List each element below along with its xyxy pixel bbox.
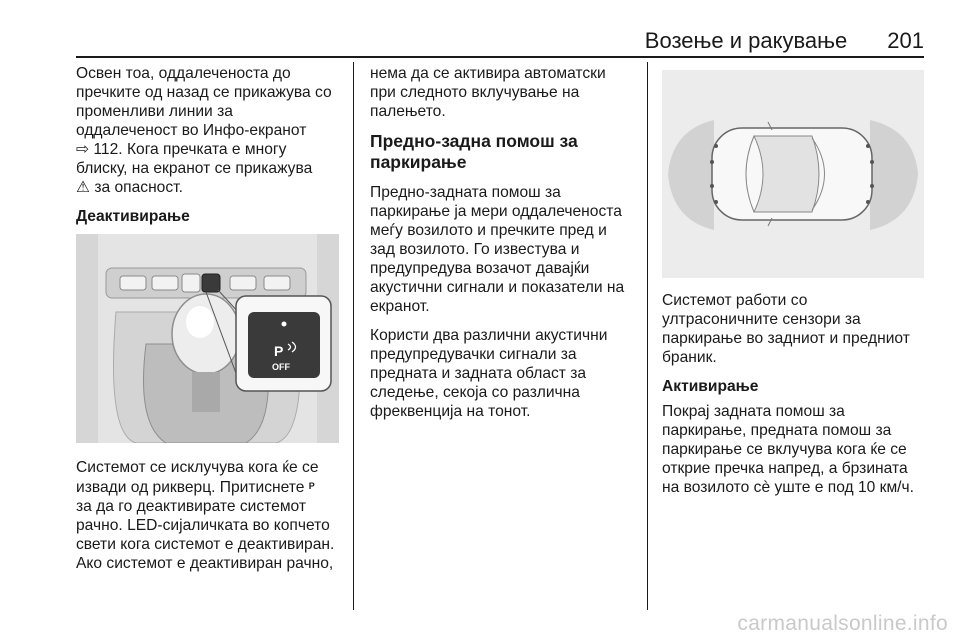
paragraph-description: Предно-задната помош за паркирање ја мери оддалеченоста меѓу возилото и пречките пред и зад возилото. Го известува и предупредува возачот давајќи акустични сигнали и показатели на екранот. [370,184,625,315]
paragraph-acoustic-signals: Користи два различни акустични предупредувачки сигнали за предната и задната област за следење, секоја со различна фреквенција на тонот. [370,327,608,420]
button-label-off: OFF [272,362,290,372]
column-divider-1 [353,62,354,610]
park-assist-button-icon: P [308,481,315,491]
arrow-icon: ⇨ [76,141,90,158]
button-label-p: P [274,343,284,359]
heading-deactivation: Деактивирање [76,208,190,225]
heading-activation: Активирање [662,378,759,395]
car-sensor-illustration [662,70,924,278]
page-number: 201 [887,28,924,53]
heading-front-rear-assist: Предно-задна помош за паркирање [370,131,578,172]
paragraph-activation: Покрај задната помош за паркирање, предната помош за паркирање се вклучува кога ќе се открие пречка напред, а брзината на возилото сè уште е под 10 км/ч. [662,403,914,496]
column-divider-2 [647,62,648,610]
page-reference-link[interactable]: 112. Кога пречката е многу [93,141,287,158]
column-1 [76,64,344,232]
paragraph-intro: Освен тоа, оддалеченоста до пречките од назад се прикажува со променливи линии за оддалеченост во Инфо-екранот ⇨ 112. Кога пречката е многу блиску, на екранот се прикажува ⚠ за опасност. [76,65,332,196]
page-header [76,28,924,54]
section-title: Возење и ракување [644,28,848,53]
paragraph-deactivation: Системот се исклучува кога ќе се извади од рикверц. Притиснете P за да го деактивирате системот рачно. LED-сијаличката во копчето свети кога системот е деактивиран. Ако системот е деактивиран рачно, [76,459,335,572]
paragraph-sensors: Системот работи со ултрасоничните сензори за паркирање во задниот и предниот браник. [662,292,910,366]
column-1-lower [76,458,344,583]
column-2 [370,64,638,431]
paragraph-continuation: нема да се активира автоматски при следното вклучување на палењето. [370,65,606,120]
console-illustration [76,234,339,443]
header-rule [76,56,924,58]
watermark: carmanualsonline.info [737,612,948,635]
warning-icon: ⚠ [76,179,90,196]
column-3 [662,291,930,507]
